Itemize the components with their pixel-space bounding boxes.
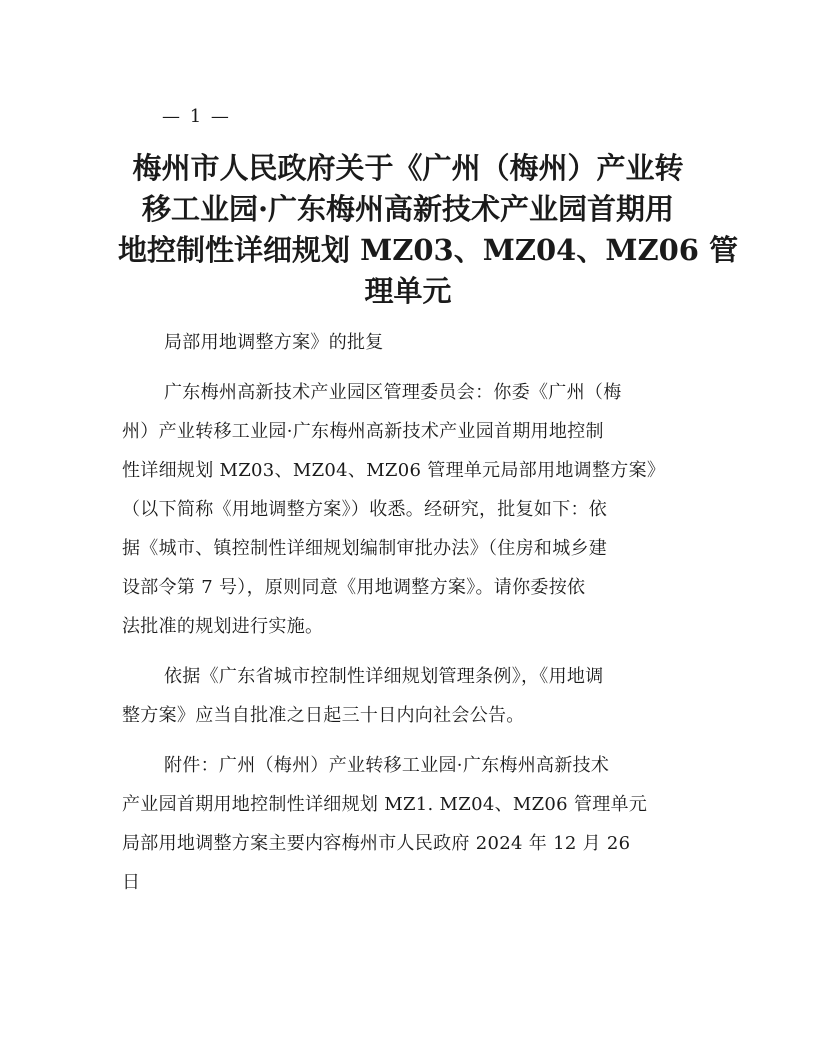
text-line: 依据《广东省城市控制性详细规划管理条例》，《用地调 bbox=[164, 666, 604, 687]
paragraph-title-continuation bbox=[122, 323, 696, 362]
text-line: 性详细规划 MZ03、MZ04、MZ06 管理单元局部用地调整方案》 bbox=[122, 460, 666, 481]
text-line: 法批准的规划进行实施。 bbox=[122, 616, 324, 637]
text-line: 局部用地调整方案主要内容梅州市人民政府 2024 年 12 月 26 bbox=[122, 833, 631, 854]
text-line: 局部用地调整方案》的批复 bbox=[164, 332, 384, 353]
text-line: 整方案》应当自批准之日起三十日内向社会公告。 bbox=[122, 705, 525, 726]
text-line: （以下简称《用地调整方案》）收悉。经研究，批复如下：依 bbox=[122, 499, 608, 520]
text-line: 州）产业转移工业园·广东梅州高新技术产业园首期用地控制 bbox=[122, 421, 604, 442]
text-line: 广东梅州高新技术产业园区管理委员会：你委《广州（梅 bbox=[164, 382, 622, 403]
title-line: 移工业园·广东梅州高新技术产业园首期用 bbox=[141, 192, 675, 226]
document-title bbox=[118, 148, 739, 312]
title-line: 地控制性详细规划 MZ03、MZ04、MZ06 管 bbox=[118, 233, 739, 267]
text-line: 产业园首期用地控制性详细规划 MZ1. MZ04、MZ06 管理单元 bbox=[122, 794, 648, 815]
title-line: 梅州市人民政府关于《广州（梅州）产业转 bbox=[132, 151, 684, 185]
text-line: 日 bbox=[122, 872, 141, 893]
text-line: 设部令第 7 号），原则同意《用地调整方案》。请你委按依 bbox=[122, 577, 586, 598]
text-line: 据《城市、镇控制性详细规划编制审批办法》（住房和城乡建 bbox=[122, 538, 608, 559]
paragraph-reply-body bbox=[122, 373, 696, 646]
text-line: 附件：广州（梅州）产业转移工业园·广东梅州高新技术 bbox=[164, 755, 610, 776]
paragraph-attachment bbox=[122, 746, 696, 902]
title-line: 理单元 bbox=[364, 274, 452, 308]
paragraph-announcement bbox=[122, 657, 696, 735]
page-number: — 1 — bbox=[162, 106, 231, 127]
